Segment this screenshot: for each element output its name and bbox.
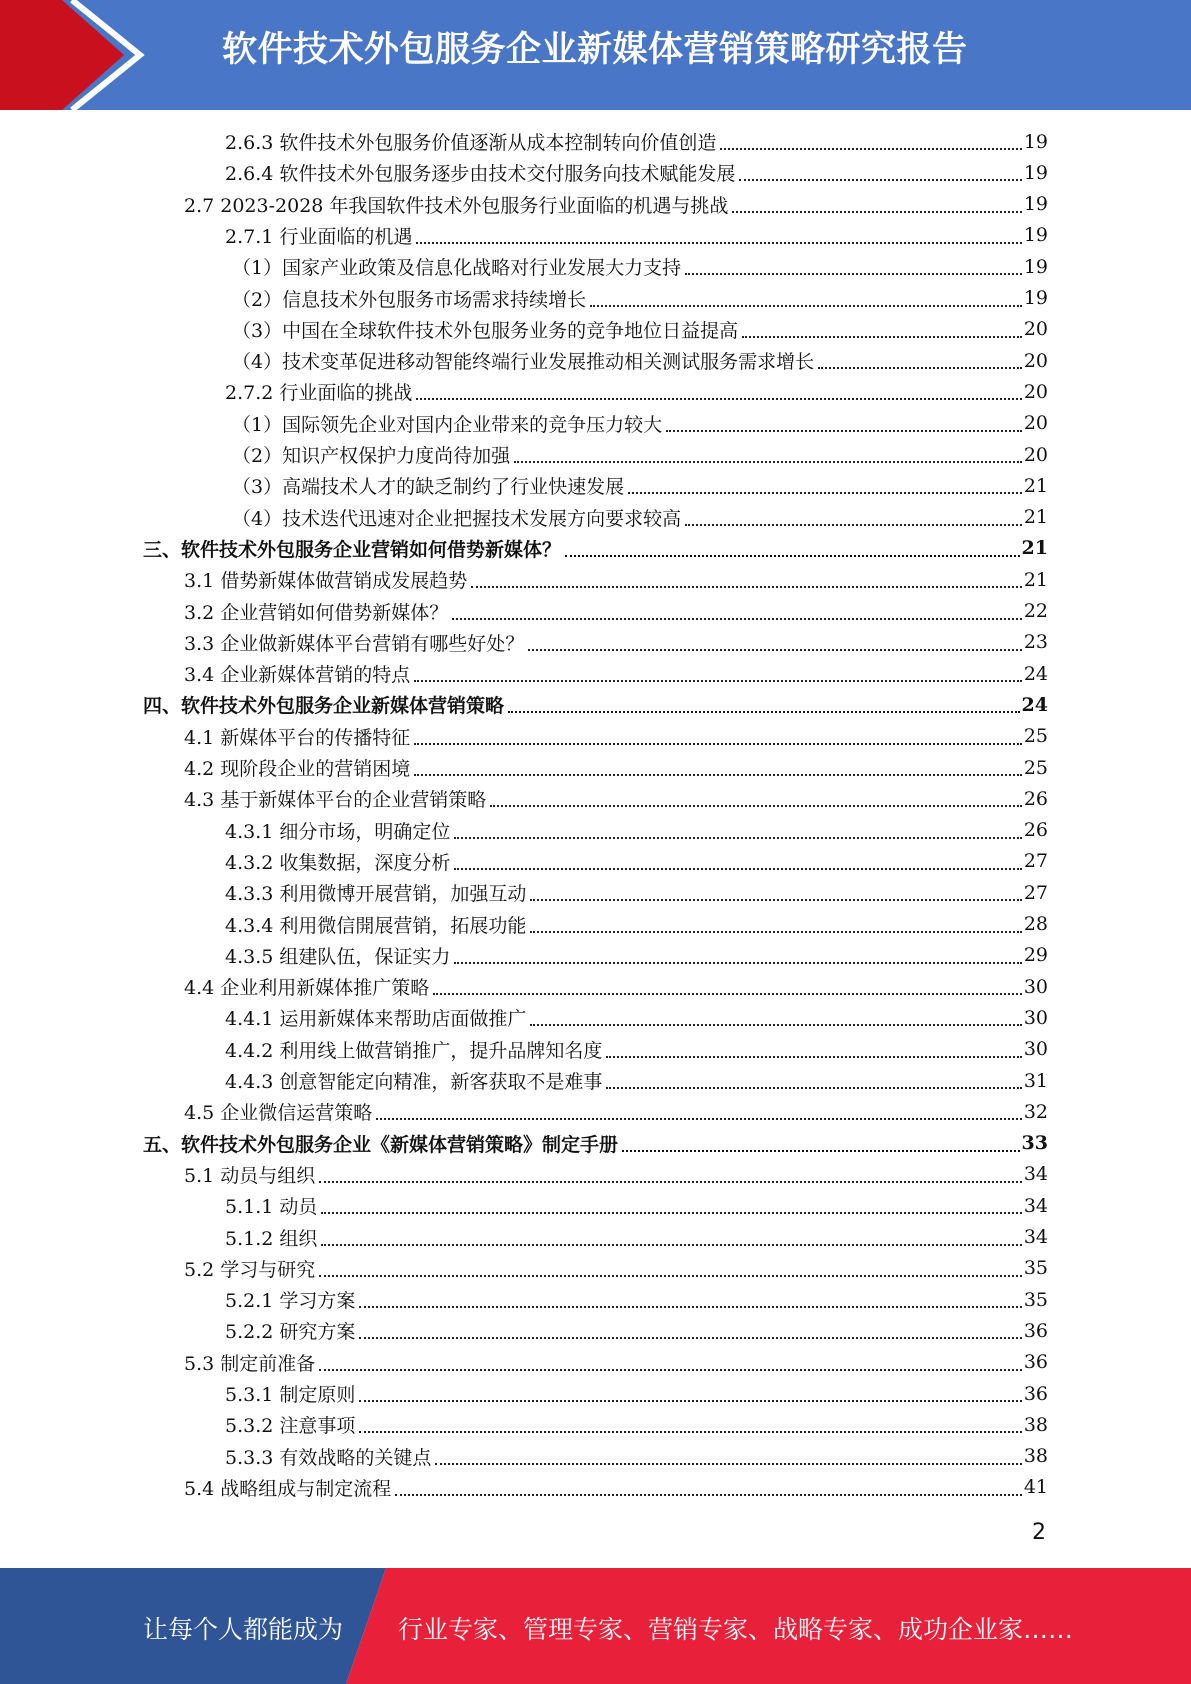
toc-entry-page: 22 [1023,600,1048,622]
toc-entry-title: 4.3.2 收集数据，深度分析 [225,851,451,874]
toc-entry-title: 3.1 借势新媒体做营销成发展趋势 [184,570,468,593]
toc-dot-leader [530,912,1021,933]
toc-entry[interactable] [184,1347,1048,1378]
toc-entry-page: 21 [1023,474,1048,497]
toc-entry-page: 27 [1023,850,1048,873]
toc-entry-title: 5.2 学习与研究 [184,1258,316,1281]
toc-entry-title: 4.1 新媒体平台的传播特征 [184,726,411,749]
toc-entry[interactable] [225,1222,1048,1253]
toc-entry-title: 三、软件技术外包服务企业营销如何借势新媒体？ [143,538,562,561]
toc-entry[interactable] [225,1065,1048,1096]
toc-entry-page: 25 [1023,756,1048,779]
toc-entry[interactable] [225,1190,1048,1221]
toc-entry-page: 35 [1023,1257,1048,1280]
toc-dot-leader [490,786,1022,807]
toc-entry-page: 26 [1023,819,1048,842]
toc-dot-leader [606,1037,1021,1058]
toc-dot-leader [530,1005,1021,1026]
toc-entry[interactable] [232,314,1048,345]
toc-dot-leader [414,661,1022,682]
toc-dot-leader [414,755,1022,776]
toc-entry[interactable] [225,1441,1048,1472]
toc-entry-page: 19 [1023,193,1048,216]
toc-entry-page: 34 [1023,1226,1048,1248]
toc-chapter-entry[interactable] [143,689,1048,720]
toc-entry-page: 25 [1023,725,1048,748]
toc-entry[interactable] [225,909,1048,940]
toc-dot-leader [395,1475,1022,1496]
toc-entry-title: （1）国际领先企业对国内企业带来的竞争压力较大 [232,413,663,436]
toc-entry-page: 19 [1023,161,1048,184]
toc-entry[interactable] [184,1159,1048,1190]
toc-entry-page: 24 [1021,693,1048,716]
toc-entry[interactable] [232,502,1048,533]
toc-entry-title: 4.4.3 创意智能定向精准，新客获取不是难事 [225,1071,603,1093]
toc-entry-title: 2.7.2 行业面临的挑战 [225,382,413,405]
toc-dot-leader [454,943,1021,964]
toc-chapter-entry[interactable] [143,533,1048,564]
toc-entry-page: 38 [1023,1413,1048,1436]
toc-entry[interactable] [225,1002,1048,1033]
toc-entry[interactable] [225,877,1048,908]
toc-entry[interactable] [184,1253,1048,1284]
toc-entry-title: 2.6.3 软件技术外包服务价值逐渐从成本控制转向价值创造 [225,132,717,154]
toc-entry-page: 21 [1023,506,1048,529]
toc-entry-title: （2）信息技术外包服务市场需求持续增长 [232,288,587,311]
toc-entry[interactable] [184,658,1048,689]
toc-entry-page: 36 [1023,1351,1048,1374]
toc-entry-title: 2.7 2023-2028 年我国软件技术外包服务行业面临的机遇与挑战 [184,194,729,217]
toc-entry-title: 4.4.2 利用线上做营销推广，提升品牌知名度 [225,1039,603,1062]
toc-entry[interactable] [184,783,1048,814]
toc-dot-leader [414,724,1022,745]
toc-entry-title: 4.3.4 利用微信開展营销，拓展功能 [225,914,527,937]
toc-dot-leader [530,880,1021,901]
toc-entry-page: 20 [1023,349,1048,372]
toc-dot-leader [666,411,1022,432]
toc-entry-title: 5.1.2 组织 [225,1227,318,1250]
toc-dot-leader [416,379,1021,400]
toc-entry-title: （3）中国在全球软件技术外包服务业务的竞争地位日益提高 [232,319,739,342]
toc-dot-leader [454,818,1021,839]
toc-entry-title: （1）国家产业政策及信息化战略对行业发展大力支持 [232,257,682,280]
toc-entry-title: 4.3.3 利用微博开展营销，加强互动 [225,883,527,906]
page-header [0,0,1191,110]
toc-entry-title: 4.4.1 运用新媒体来帮助店面做推广 [225,1008,527,1031]
toc-entry-page: 31 [1023,1069,1048,1092]
toc-entry-page: 32 [1023,1100,1048,1123]
toc-dot-leader [685,505,1022,526]
toc-dot-leader [590,286,1022,307]
toc-entry-title: 4.2 现阶段企业的营销困境 [184,758,411,780]
toc-dot-leader [818,348,1022,369]
toc-entry-title: （2）知识产权保护力度尚待加强 [232,445,511,467]
toc-dot-leader [319,1256,1022,1277]
toc-dot-leader [565,536,1020,557]
toc-entry[interactable] [184,189,1048,220]
toc-entry[interactable] [225,1378,1048,1409]
toc-entry-title: 3.4 企业新媒体营销的特点 [184,664,411,687]
toc-entry-page: 38 [1023,1445,1048,1468]
toc-entry-title: 4.3.5 组建队伍，保证实力 [225,945,451,968]
toc-dot-leader [376,1099,1022,1120]
toc-entry[interactable] [232,439,1048,470]
toc-dot-leader [471,567,1022,588]
toc-entry-title: 5.1 动员与组织 [184,1164,316,1187]
toc-entry-page: 23 [1023,631,1048,654]
toc-entry-title: 4.3.1 细分市场，明确定位 [225,820,451,843]
toc-entry-page: 41 [1023,1476,1048,1499]
toc-entry[interactable] [225,376,1048,407]
toc-entry[interactable] [184,596,1048,627]
toc-entry-page: 20 [1023,318,1048,341]
toc-entry-page: 33 [1021,1132,1048,1155]
toc-entry-title: 5.3.1 制定原则 [225,1384,356,1406]
toc-entry[interactable] [225,1409,1048,1440]
footer-slogan-right: 行业专家、管理专家、营销专家、战略专家、成功企业家…… [398,1615,1074,1644]
toc-entry-page: 27 [1023,881,1048,904]
page-footer [0,1568,1191,1684]
toc-dot-leader [514,442,1022,463]
toc-entry[interactable] [225,1315,1048,1346]
toc-dot-leader [359,1287,1021,1308]
toc-entry-title: 四、软件技术外包服务企业新媒体营销策略 [143,695,505,718]
toc-dot-leader [319,1162,1022,1183]
page-number: 2 [1032,1520,1046,1545]
toc-dot-leader [622,1131,1020,1152]
toc-dot-leader [359,1412,1021,1433]
toc-entry-page: 36 [1023,1382,1048,1405]
toc-entry-title: 4.4 企业利用新媒体推广策略 [184,977,430,1000]
toc-entry-title: 5.4 战略组成与制定流程 [184,1477,392,1500]
footer-slogan-left: 让每个人都能成为 [143,1615,344,1644]
toc-entry-page: 19 [1023,255,1048,278]
toc-entry-page: 30 [1023,1006,1048,1029]
toc-entry-page: 30 [1023,1038,1048,1061]
toc-entry-title: 3.3 企业做新媒体平台营销有哪些好处？ [184,632,525,655]
toc-dot-leader [452,599,1022,620]
toc-dot-leader [416,223,1021,244]
toc-dot-leader [720,129,1021,150]
toc-entry-page: 19 [1023,130,1048,153]
toc-entry-title: 2.6.4 软件技术外包服务逐步由技术交付服务向技术赋能发展 [225,163,736,186]
toc-entry-page: 28 [1023,913,1048,935]
toc-entry[interactable] [225,220,1048,251]
toc-entry-title: 5.3 制定前准备 [184,1352,316,1375]
toc-entry-title: 五、软件技术外包服务企业《新媒体营销策略》制定手册 [143,1133,619,1156]
toc-entry-page: 19 [1023,287,1048,309]
toc-entry[interactable] [232,470,1048,501]
toc-entry-title: （4）技术迭代迅速对企业把握技术发展方向要求较高 [232,507,682,530]
toc-dot-leader [606,1068,1021,1089]
toc-entry-page: 30 [1023,975,1048,998]
toc-entry[interactable] [225,846,1048,877]
toc-entry[interactable] [184,752,1048,783]
report-title: 软件技术外包服务企业新媒体营销策略研究报告 [222,30,968,70]
toc-entry[interactable] [184,971,1048,1002]
toc-entry[interactable] [184,627,1048,658]
toc-entry[interactable] [232,283,1048,314]
toc-dot-leader [742,317,1022,338]
toc-entry-page: 21 [1021,537,1048,560]
toc-entry[interactable] [184,1096,1048,1127]
toc-chapter-entry[interactable] [143,1128,1048,1159]
toc-entry[interactable] [225,126,1048,157]
toc-entry[interactable] [225,1034,1048,1065]
toc-entry-title: （4）技术变革促进移动智能终端行业发展推动相关测试服务需求增长 [232,351,815,374]
toc-entry[interactable] [225,1284,1048,1315]
toc-entry[interactable] [184,564,1048,595]
toc-entry-page: 35 [1023,1288,1048,1311]
toc-entry-title: 5.1.1 动员 [225,1196,318,1219]
toc-entry-title: 5.3.3 有效战略的关键点 [225,1446,432,1469]
toc-entry-page: 20 [1023,412,1048,435]
toc-entry-page: 24 [1023,662,1048,685]
toc-entry-title: 4.5 企业微信运营策略 [184,1102,373,1125]
toc-dot-leader [359,1381,1021,1402]
toc-dot-leader [433,974,1022,995]
toc-dot-leader [359,1318,1021,1339]
toc-entry[interactable] [184,1472,1048,1503]
toc-entry-page: 21 [1023,568,1048,591]
toc-dot-leader [321,1225,1021,1246]
toc-entry-page: 34 [1023,1163,1048,1186]
toc-dot-leader [685,254,1022,275]
toc-dot-leader [321,1193,1021,1214]
toc-entry[interactable] [232,251,1048,282]
toc-entry[interactable] [184,721,1048,752]
toc-entry[interactable] [225,940,1048,971]
toc-dot-leader [435,1444,1021,1465]
toc-entry-title: 2.7.1 行业面临的机遇 [225,225,413,248]
toc-entry[interactable] [232,345,1048,376]
toc-entry-page: 29 [1023,944,1048,967]
toc-dot-leader [508,692,1020,713]
toc-dot-leader [319,1350,1022,1371]
toc-dot-leader [454,849,1021,870]
toc-entry-title: 4.3 基于新媒体平台的企业营销策略 [184,789,487,812]
toc-entry[interactable] [225,815,1048,846]
toc-entry-title: （3）高端技术人才的缺乏制约了行业快速发展 [232,476,625,499]
toc-dot-leader [628,473,1022,494]
toc-dot-leader [739,160,1021,181]
toc-entry-page: 34 [1023,1194,1048,1217]
toc-entry[interactable] [232,408,1048,439]
toc-entry-title: 3.2 企业营销如何借势新媒体？ [184,601,449,624]
toc-entry[interactable] [225,157,1048,188]
toc-entry-title: 5.2.2 研究方案 [225,1321,356,1344]
toc-entry-page: 19 [1023,224,1048,247]
toc-entry-title: 5.3.2 注意事项 [225,1415,356,1438]
toc-entry-page: 36 [1023,1319,1048,1342]
toc-entry-page: 20 [1023,380,1048,403]
toc-entry-title: 5.2.1 学习方案 [225,1290,356,1313]
toc-dot-leader [732,192,1021,213]
toc-dot-leader [528,630,1022,651]
toc-entry-page: 20 [1023,443,1048,466]
toc-entry-page: 26 [1023,787,1048,810]
